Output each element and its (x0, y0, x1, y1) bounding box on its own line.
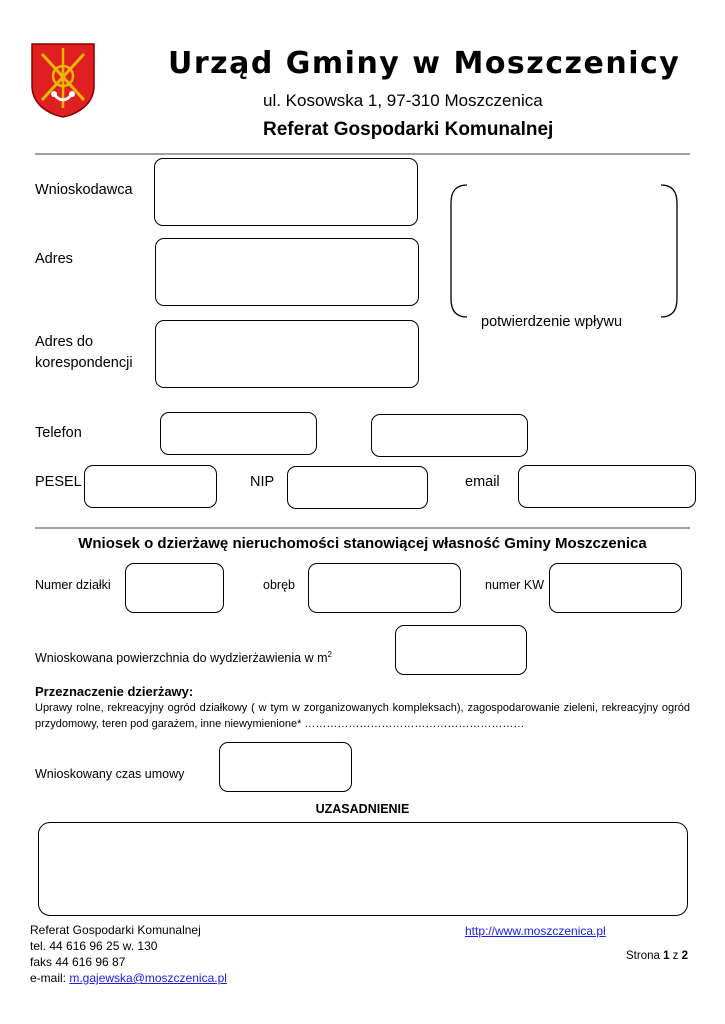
numer-dzialki-field[interactable] (125, 563, 224, 613)
stamp-label: potwierdzenie wpływu (481, 314, 623, 330)
footer-website (465, 923, 606, 939)
adres-label: Adres (35, 251, 73, 267)
page-sep: z (669, 950, 682, 962)
wnioskodawca-label: Wnioskodawca (35, 182, 133, 198)
page-prefix: Strona (626, 950, 664, 962)
adres-korespondencji-label-1: Adres do (35, 334, 94, 350)
czas-umowy-label: Wnioskowany czas umowy (35, 767, 185, 781)
numer-kw-label: numer KW (485, 578, 545, 592)
adres-korespondencji-label-2: korespondencji (35, 355, 133, 371)
coat-of-arms-icon (30, 42, 96, 118)
powierzchnia-label-text: Wnioskowana powierzchnia do wydzierżawienia w m (35, 651, 328, 666)
obreb-label: obręb (263, 578, 295, 592)
stamp-area (449, 183, 679, 333)
footer-email-prefix: e-mail: (30, 971, 70, 985)
page-number (626, 948, 688, 964)
powierzchnia-label (35, 650, 332, 665)
obreb-field[interactable] (308, 563, 461, 613)
header-divider (35, 153, 690, 155)
footer-dept: Referat Gospodarki Komunalnej (30, 923, 201, 937)
pesel-field[interactable] (84, 465, 217, 508)
powierzchnia-field[interactable] (395, 625, 527, 675)
nip-field[interactable] (287, 466, 428, 509)
page-title: Urząd Gminy w Moszczenicy (168, 46, 681, 81)
page-current: 1 (663, 950, 670, 962)
footer-email-line (30, 970, 227, 986)
uzasadnienie-heading: UZASADNIENIE (315, 802, 410, 816)
page-total: 2 (681, 950, 689, 962)
purpose-text: Uprawy rolne, rekreacyjny ogród działkowy ( w tym w zorganizowanych kompleksach), zagospodarowanie zieleni, rekreacyjny ogród przydomowy, teren pod garażem, inne niewymienione* …………………………………………………… (35, 702, 690, 730)
adres-korespondencji-field[interactable] (155, 320, 419, 388)
telefon-field-2[interactable] (371, 414, 528, 457)
email-label: email (465, 474, 500, 490)
czas-umowy-field[interactable] (219, 742, 352, 792)
website-link[interactable]: http://www.moszczenica.pl (465, 924, 606, 938)
adres-field[interactable] (155, 238, 419, 306)
purpose-title: Przeznaczenie dzierżawy: (35, 684, 194, 699)
office-address: ul. Kosowska 1, 97-310 Moszczenica (263, 91, 543, 110)
department-name: Referat Gospodarki Komunalnej (263, 119, 554, 140)
footer-tel: tel. 44 616 96 25 w. 130 (30, 939, 158, 953)
email-field[interactable] (518, 465, 696, 508)
telefon-field-1[interactable] (160, 412, 317, 455)
request-heading: Wniosek o dzierżawę nieruchomości stanowiącej własność Gminy Moszczenica (78, 535, 647, 552)
pesel-label: PESEL (35, 474, 82, 490)
footer-fax: faks 44 616 96 87 (30, 955, 126, 969)
section-divider (35, 527, 690, 529)
numer-kw-field[interactable] (549, 563, 682, 613)
nip-label: NIP (250, 474, 275, 490)
wnioskodawca-field[interactable] (154, 158, 418, 226)
numer-dzialki-label: Numer działki (35, 578, 111, 592)
telefon-label: Telefon (35, 425, 82, 441)
footer-contact (30, 922, 227, 986)
footer-email-link[interactable]: m.gajewska@moszczenica.pl (69, 971, 227, 985)
uzasadnienie-field[interactable] (38, 822, 688, 916)
powierzchnia-label-sup: 2 (327, 650, 332, 659)
